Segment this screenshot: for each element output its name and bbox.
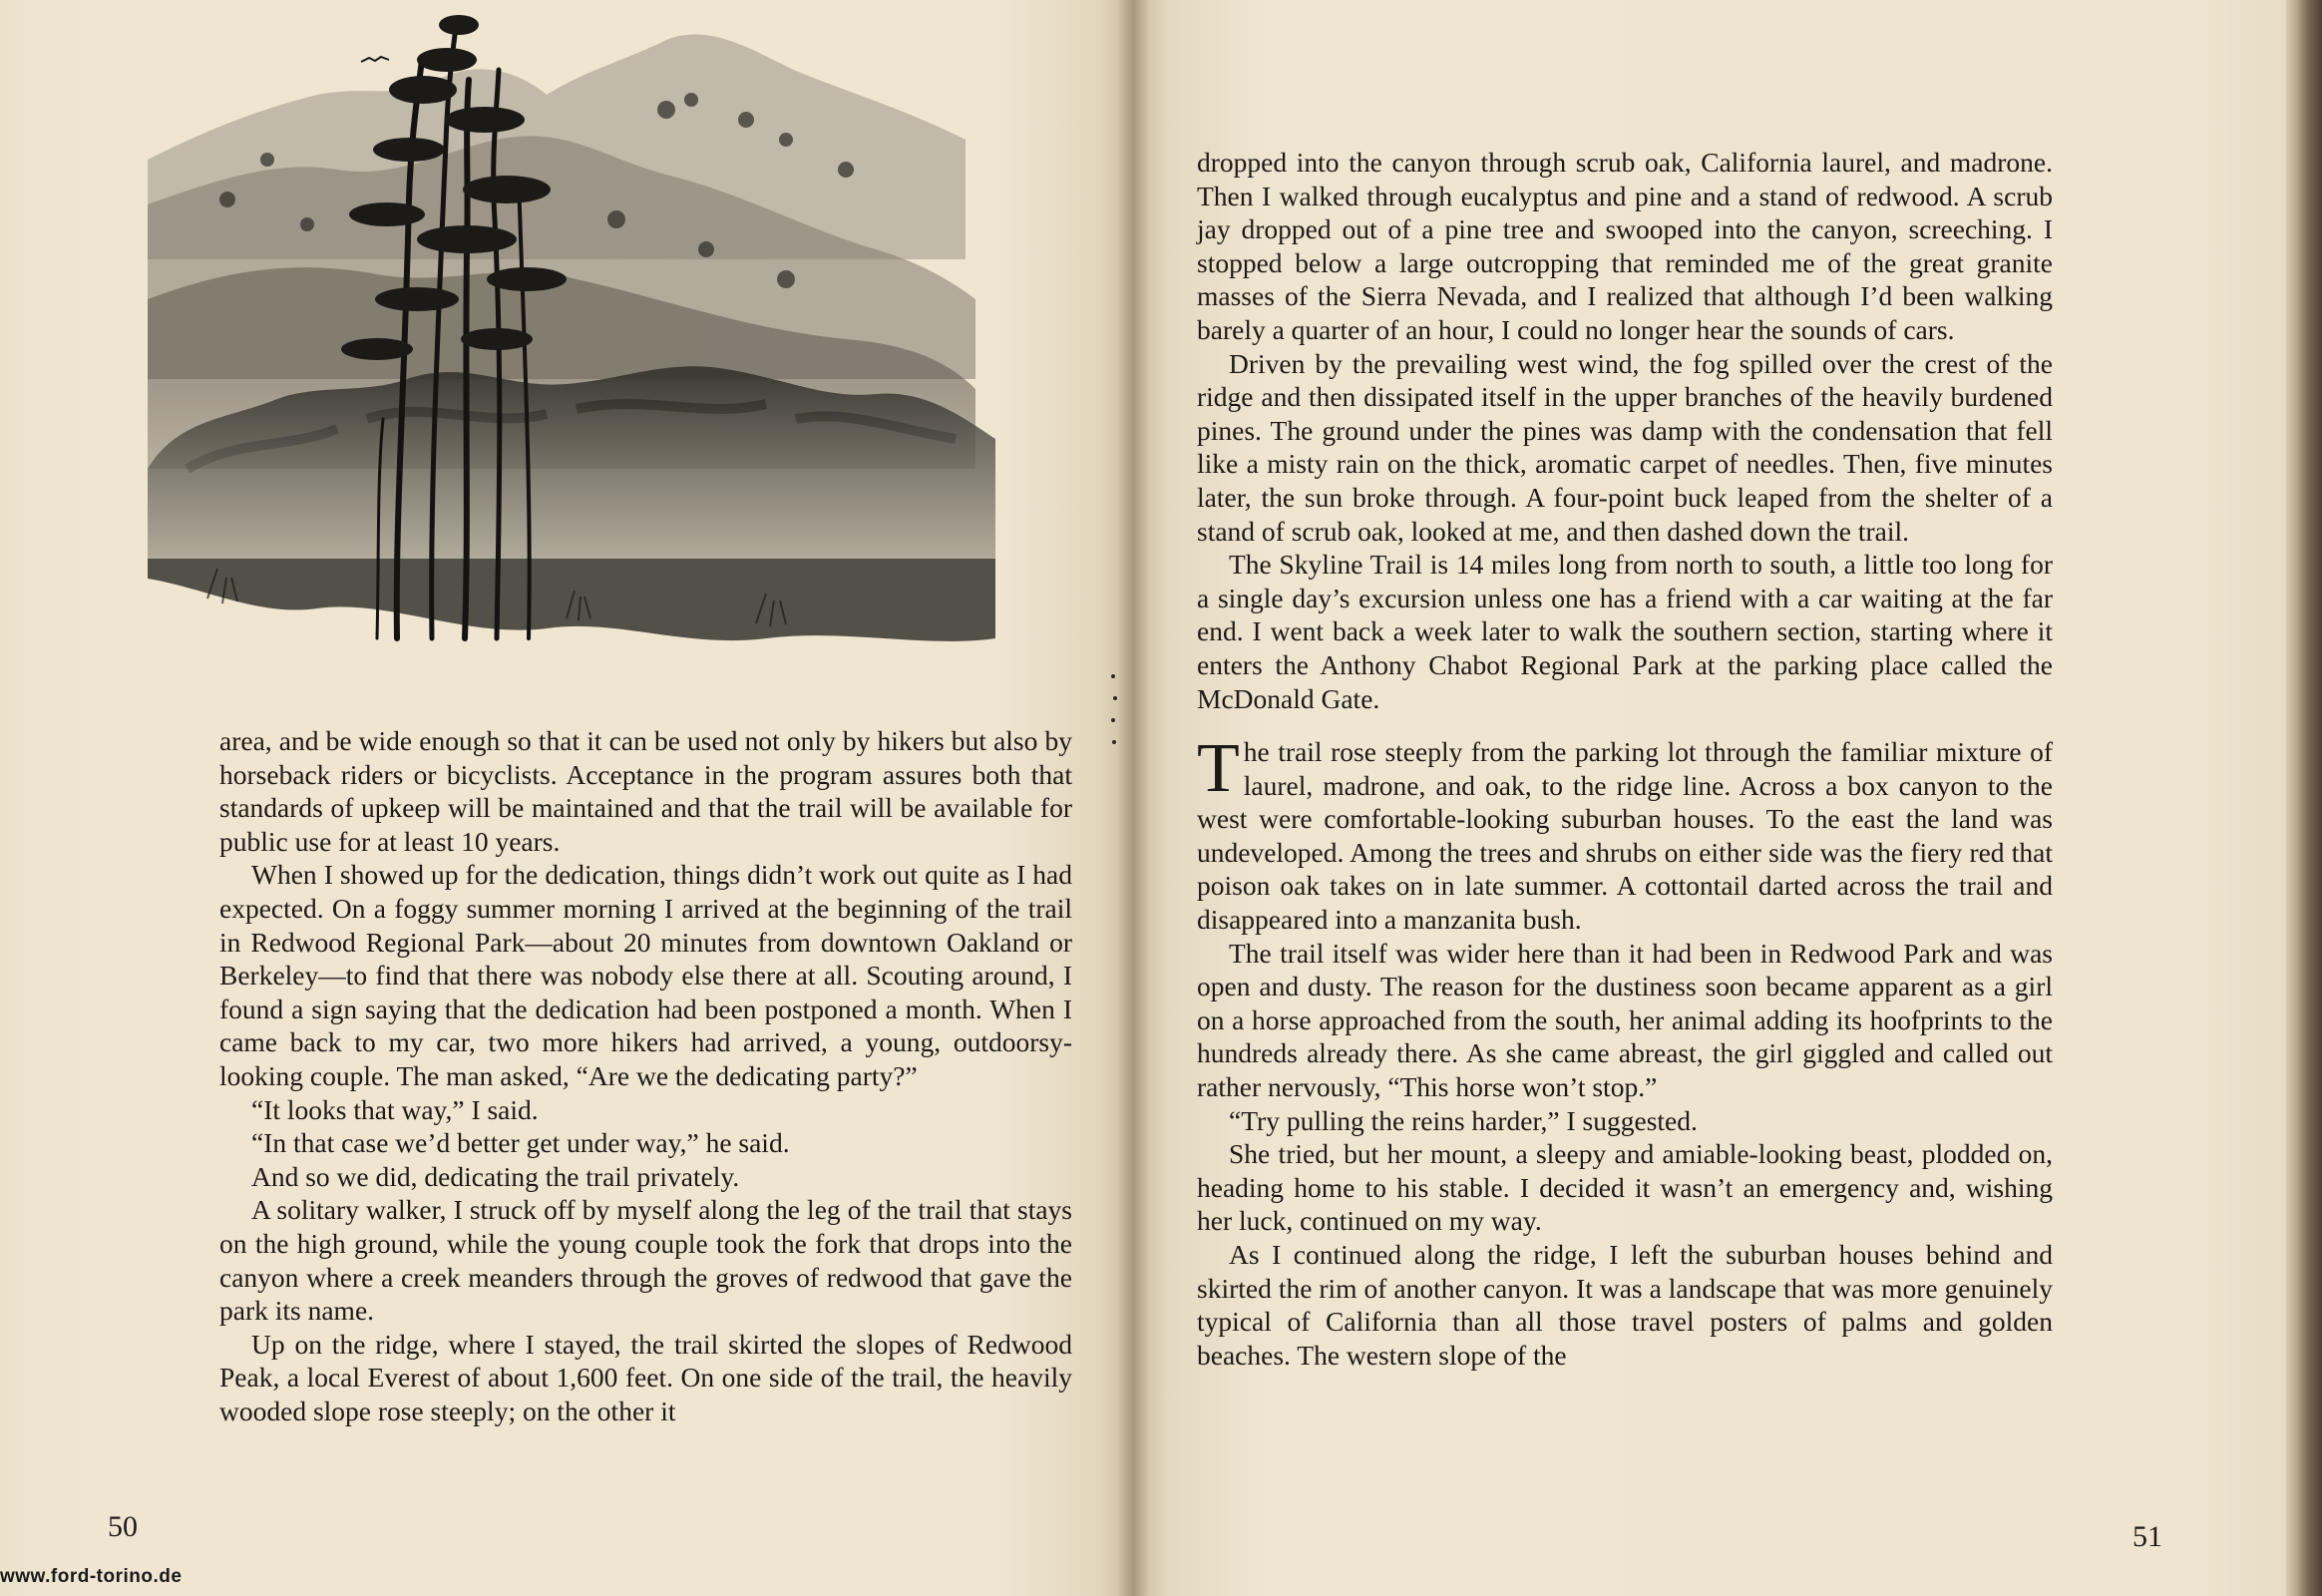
drop-cap-paragraph: [1197, 730, 2053, 937]
paragraph: And so we did, dedicating the trail privately.: [251, 1160, 740, 1192]
paragraph: The Skyline Trail is 14 miles long from north to south, a little too long for a single day’s excursion unless one has a friend with a car waiting at the far end. I went back a week later to walk the southern section, starting where it enters the Anthony Chabot Regional Park at the parking place called the McDonald Gate.: [1197, 549, 2053, 714]
binding-marks: [1103, 668, 1123, 758]
watermark: www.ford-torino.de: [0, 1566, 183, 1587]
paragraph: She tried, but her mount, a sleepy and amiable-looking beast, plodded on, heading home to his stable. I decided it wasn’t an emergency and, wishing her luck, continued on my way.: [1197, 1138, 2053, 1237]
right-text-column: [1197, 146, 2053, 1372]
paragraph: As I continued along the ridge, I left the suburban houses behind and skirted the rim of another canyon. It was a landscape that was more genuinely typical of California than all those travel posters of palms and golden beaches. The western slope of the: [1197, 1239, 2053, 1371]
book-gutter: [1117, 0, 1149, 1596]
drop-cap-text: he trail rose steeply from the parking lot through the familiar mixture of laurel, madrone, and oak, to the ridge line. Across a box canyon to the west were comfortable-looking suburban houses. To the east the land was undeveloped. Among the trees and shrubs on either side was the fiery red that poison oak takes on in late summer. A cottontail darted across the trail and disappeared into a manzanita bush.: [1197, 736, 2053, 936]
left-text-column: [219, 724, 1072, 1427]
page-number-right: 51: [2132, 1520, 2162, 1553]
page-number-left: 50: [108, 1510, 138, 1543]
bird-icon: [361, 57, 389, 62]
mist-wash: [148, 379, 1005, 559]
paragraph: area, and be wide enough so that it can be used not only by hikers but also by horseback riders or bicyclists. Acceptance in the program assures both that standards of upkeep will be maintained and that the trail will be available for public use for at least 10 years.: [219, 725, 1072, 857]
page-edge: [2286, 0, 2322, 1596]
section-break: [1197, 715, 2053, 735]
drop-cap: T: [1197, 730, 1240, 808]
paragraph: Driven by the prevailing west wind, the fog spilled over the crest of the ridge and then dissipated itself in the upper branches of the heavily burdened pines. The ground under the pines was damp with the condensation that fell like a misty rain on the thick, aromatic carpet of needles. Then, five minutes later, the sun broke through. A four-point buck leaped from the shelter of a stand of scrub oak, looked at me, and then dashed down the trail.: [1197, 347, 2053, 547]
paragraph: A solitary walker, I struck off by myself along the leg of the trail that stays on the high ground, while the young couple took the fork that drops into the canyon where a creek meanders through the groves of redwood that gave the park its name.: [219, 1194, 1072, 1327]
paragraph: Up on the ridge, where I stayed, the trail skirted the slopes of Redwood Peak, a local Everest of about 1,600 feet. On one side of the trail, the heavily wooded slope rose steeply; on the other it: [219, 1328, 1072, 1426]
paragraph: When I showed up for the dedication, things didn’t work out quite as I had expected. On a foggy summer morning I arrived at the beginning of the trail in Redwood Regional Park—about 20 minutes from downtown Oakland or Berkeley—to find that there was nobody else there at all. Scouting around, I found a sign saying that the dedication had been postponed a month. When I came back to my car, two more hikers had arrived, a young, outdoorsy-looking couple. The man asked, “Are we the dedicating party?”: [219, 859, 1072, 1091]
landscape-illustration: [148, 0, 1111, 688]
paragraph: dropped into the canyon through scrub oak, California laurel, and madrone. Then I walked through eucalyptus and pine and a stand of redwood. A scrub jay dropped out of a pine tree and swooped into the canyon, screeching. I stopped below a large outcropping that reminded me of the great granite masses of the Sierra Nevada, and I realized that although I’d been walking barely a quarter of an hour, I could no longer hear the sounds of cars.: [1197, 147, 2053, 345]
paragraph: “Try pulling the reins harder,” I suggested.: [1229, 1104, 1698, 1136]
paragraph: The trail itself was wider here than it had been in Redwood Park and was open and dusty. The reason for the dustiness soon became apparent as a girl on a horse approached from the south, her animal adding its hoofprints to the hundreds already there. As she came abreast, the girl giggled and called out rather nervously, “This horse won’t stop.”: [1197, 937, 2053, 1103]
paragraph: “In that case we’d better get under way,” he said.: [251, 1127, 790, 1159]
paragraph: “It looks that way,” I said.: [251, 1093, 539, 1125]
